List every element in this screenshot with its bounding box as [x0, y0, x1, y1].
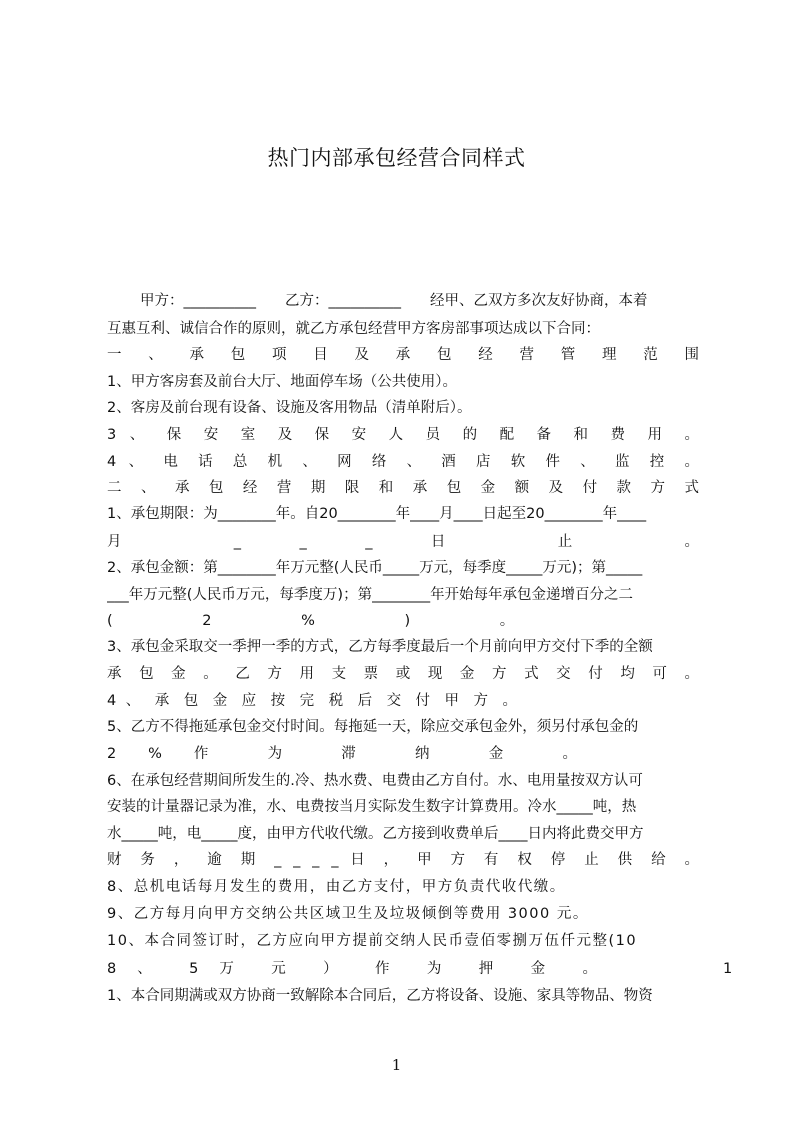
body-line-26: 8 、 5 万 元 ） 作 为 押 金 。 [107, 961, 597, 977]
body-line-25: 10、本合同签订时，乙方应向甲方提前交纳人民币壹佰零捌万伍仟元整(10 [107, 933, 638, 949]
body-line-23: 8、总机电话每月发生的费用，由乙方支付，甲方负责代收代缴。 [107, 879, 566, 895]
body-line-10: 月 _ _ _ 日 止 。 [107, 534, 699, 550]
page-number: 1 [391, 1056, 402, 1074]
body-line-6: 3 、 保 安 室 及 保 安 人 员 的 配 备 和 费 用 。 [107, 427, 699, 443]
body-line-21: 水_____吨，电_____度，由甲方代收代缴。乙方接到收费单后____日内将此费交甲方 [107, 826, 644, 842]
margin-fragment: 1 [723, 961, 733, 977]
body-line-7: 4 、 电 话 总 机 、 网 络 、 酒 店 软 件 、 监 控 。 [107, 454, 699, 470]
section-heading-2: 二 、 承 包 经 营 期 限 和 承 包 金 额 及 付 款 方 式 [107, 480, 699, 496]
body-line-5: 2、客房及前台现有设备、设施及客用物品（清单附后）。 [107, 400, 472, 416]
body-line-4: 1、甲方客房套及前台大厅、地面停车场（公共使用）。 [107, 374, 457, 390]
body-line-27: 1、本合同期满或双方协商一致解除本合同后，乙方将设备、设施、家具等物品、物资 [107, 988, 653, 1004]
body-line-24: 9、乙方每月向甲方交纳公共区域卫生及垃圾倾倒等费用 3000 元。 [107, 906, 589, 922]
body-line-19: 6、在承包经营期间所发生的.冷、热水费、电费由乙方自付。水、电用量按双方认可 [107, 773, 643, 789]
body-line-12: ___年万元整(人民币万元，每季度万)；第________年开始每年承包金递增百分之二 [107, 587, 634, 603]
body-line-22: 财 务 ， 逾 期 _ _ _ _ 日 ， 甲 方 有 权 停 止 供 给 。 [107, 852, 699, 868]
body-line-11: 2、承包金额：第________年万元整(人民币_____万元，每季度_____万元)；第_____ [107, 560, 643, 576]
section-heading-1: 一 、 承 包 项 目 及 承 包 经 营 管 理 范 围 [107, 347, 699, 363]
body-line-20: 安装的计量器记录为准，水、电费按当月实际发生数字计算费用。冷水_____吨，热 [107, 799, 637, 815]
body-line-16: 4 、 承 包 金 应 按 完 税 后 交 付 甲 方 。 [107, 693, 517, 709]
body-line-2: 互惠互利、诚信合作的原则，就乙方承包经营甲方客房部事项达成以下合同： [107, 321, 600, 337]
body-line-17: 5、乙方不得拖延承包金交付时间。每拖延一天，除应交承包金外，须另付承包金的 [107, 719, 639, 735]
body-line-9: 1、承包期限：为________年。自20________年____月____日起至20________年____ [107, 506, 647, 522]
body-line-14: 3、承包金采取交一季押一季的方式，乙方每季度最后一个月前向甲方交付下季的全额 [107, 639, 653, 655]
body-line-15: 承 包 金 。 乙 方 用 支 票 或 现 金 方 式 交 付 均 可 。 [107, 666, 699, 682]
body-line-13: ( 2 % ) 。 [107, 613, 515, 629]
body-line-1: 甲方：__________ 乙方：__________ 经甲、乙双方多次友好协商，本着 [140, 293, 648, 309]
document-title: 热门内部承包经营合同样式 [267, 146, 526, 170]
body-line-18: 2 % 作 为 滞 纳 金 。 [107, 746, 577, 762]
